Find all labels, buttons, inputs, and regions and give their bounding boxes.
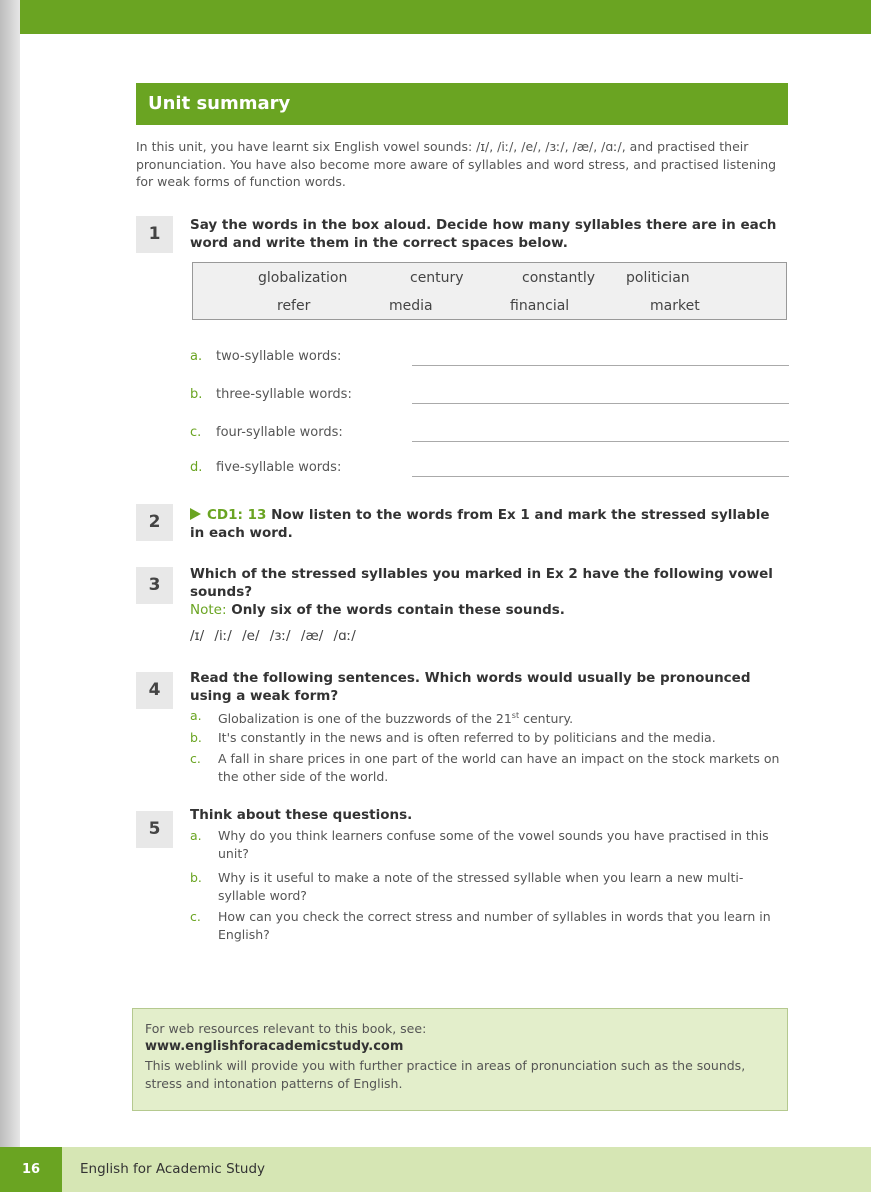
word-market: market [650,298,700,314]
website-link[interactable]: www.englishforacademicstudy.com [145,1038,404,1054]
note-label: Note: [190,602,227,618]
word-financial: financial [510,298,570,314]
sentence-item-a: a. Globalization is one of the buzzwords of the 21st century. [190,708,574,727]
book-title: English for Academic Study [80,1161,266,1177]
exercise-2-number: 2 [136,504,173,541]
intro-paragraph: In this unit, you have learnt six English vowel sounds: /ɪ/, /iː/, /e/, /ɜː/, /æ/, /ɑː/, and practised their pronunciation. You have also become more aware of syllables and word stress, and practised listening for weak forms of function words. [136,139,777,189]
play-icon[interactable] [190,508,201,520]
page-edge-shadow [0,0,20,1192]
exercise-5-number: 5 [136,811,173,848]
question-item-c: c. How can you check the correct stress and number of syllables in words that you learn in English? [190,909,771,942]
exercise-1-instructions: Say the words in the box aloud. Decide how many syllables there are in each word and write them in the correct spaces below. [190,217,777,251]
exercise-3-number: 3 [136,567,173,604]
word-century: century [410,270,464,286]
answer-blank[interactable] [412,441,789,442]
top-color-bar [0,0,871,34]
exercise-4-number: 4 [136,672,173,709]
word-constantly: constantly [522,270,596,286]
word-media: media [389,298,433,314]
exercise-2-instructions: CD1: 13 Now listen to the words from Ex 1 and mark the stressed syllable in each word. [190,507,770,541]
note-text: Only six of the words contain these sounds. [226,602,565,618]
exercise-4-instructions: Read the following sentences. Which words would usually be pronounced using a weak form? [190,670,751,704]
answer-line-three-syllable: b. three-syllable words: [190,387,790,409]
answer-line-five-syllable: d. five-syllable words: [190,460,790,482]
web-resources-intro: For web resources relevant to this book, see: [145,1021,427,1036]
answer-line-two-syllable: a. two-syllable words: [190,349,790,371]
question-item-a: a. Why do you think learners confuse some of the vowel sounds you have practised in this unit? [190,828,769,861]
unit-summary-heading: Unit summary [136,83,788,125]
word-globalization: globalization [258,270,348,286]
answer-blank[interactable] [412,403,789,404]
answer-blank[interactable] [412,476,789,477]
word-refer: refer [277,298,311,314]
exercise-3-instructions: Which of the stressed syllables you marked in Ex 2 have the following vowel sounds? Note: Only six of the words contain these sounds. [190,566,773,618]
word-box [192,262,787,320]
sentence-item-c: c. A fall in share prices in one part of the world can have an impact on the stock markets on the other side of the world. [190,751,780,784]
word-politician: politician [626,270,690,286]
exercise-1-number: 1 [136,216,173,253]
answer-line-four-syllable: c. four-syllable words: [190,425,790,447]
web-resources-description: This weblink will provide you with further practice in areas of pronunciation such as the sounds, stress and intonation patterns of English. [145,1058,746,1091]
question-item-b: b. Why is it useful to make a note of the stressed syllable when you learn a new multi-syllable word? [190,870,744,903]
vowel-sounds-list: /ɪ/ /iː/ /e/ /ɜː/ /æ/ /ɑː/ [190,628,356,644]
sentence-item-b: b. It's constantly in the news and is often referred to by politicians and the media. [190,730,716,745]
web-resources-box [132,1008,788,1111]
answer-blank[interactable] [412,365,789,366]
cd-track-ref: CD1: 13 [207,507,267,523]
exercise-5-instructions: Think about these questions. [190,807,413,823]
page-number: 16 [0,1147,62,1192]
